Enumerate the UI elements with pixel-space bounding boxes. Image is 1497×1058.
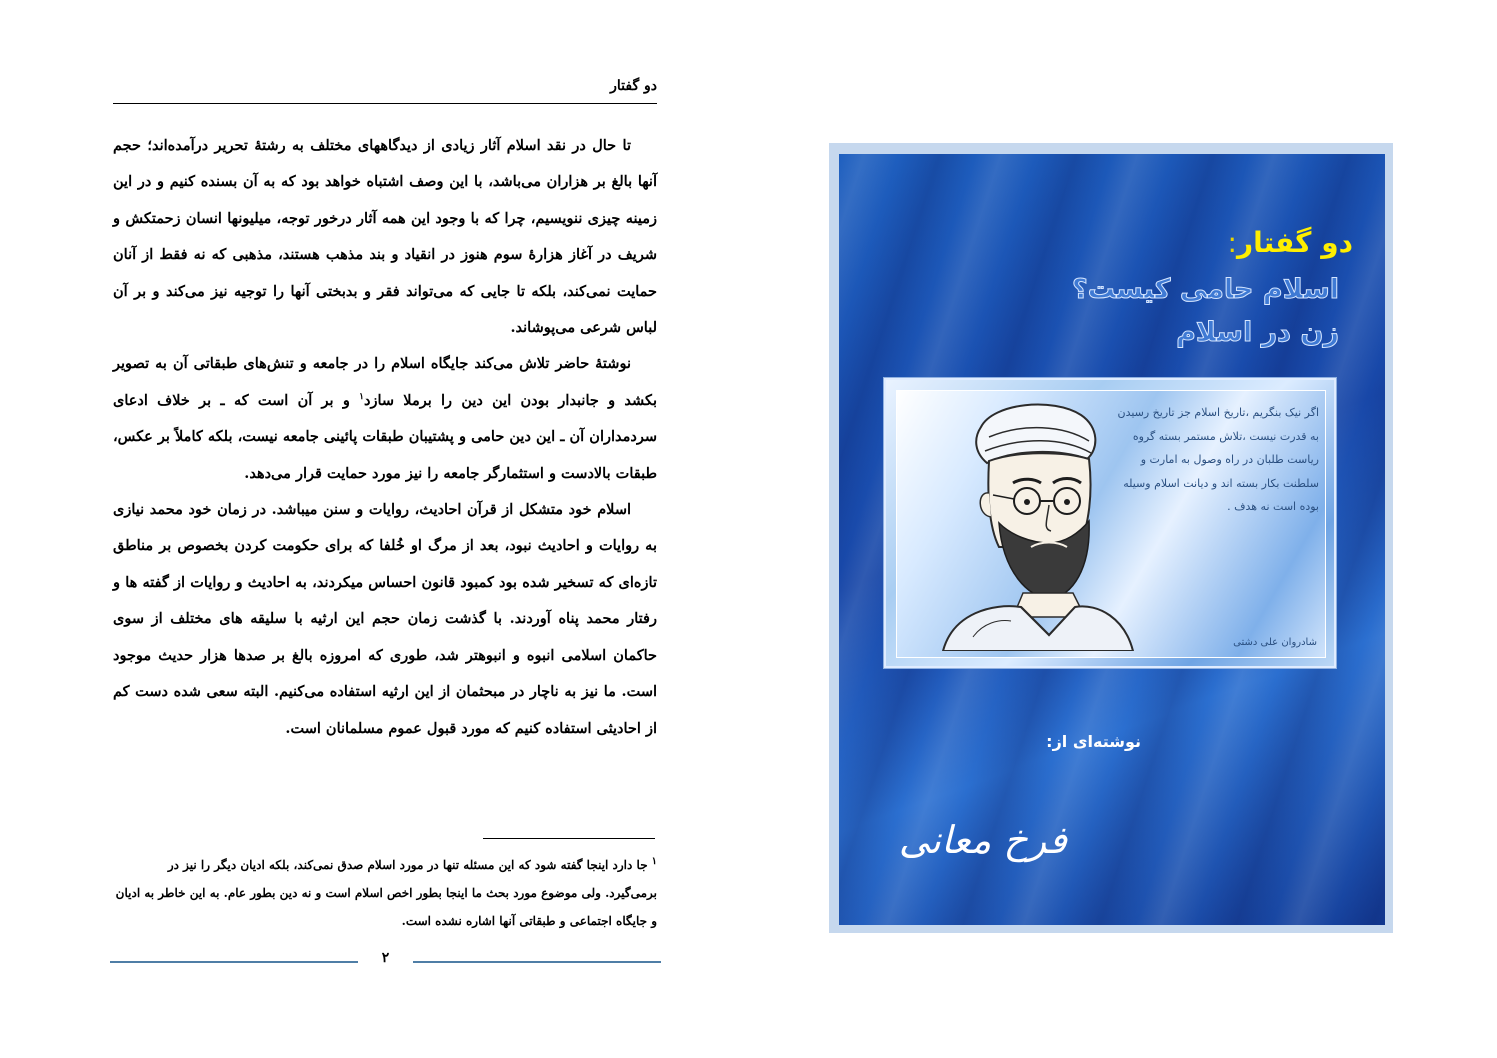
page-number: ۲	[381, 950, 390, 966]
portrait-illustration	[903, 397, 1135, 651]
footer-rule-right	[413, 961, 661, 963]
cover-picture	[896, 390, 1326, 658]
author-name: فرخ معانی	[898, 818, 1067, 862]
cover-quote: اگر نیک بنگریم ،تاریخ اسلام جز تاریخ رسیدن به قدرت نیست ،تلاش مستمر بسته گروه ریاست طلبان در راه وصول به امارت و سلطنت بکار بسته اند و دیانت اسلام وسیله بوده است نه هدف .	[1117, 406, 1319, 513]
running-head: دو گفتار	[610, 78, 657, 94]
book-cover	[839, 154, 1385, 925]
cover-subtitle-1: اسلام حامی کیست؟	[1072, 274, 1339, 305]
cover-title-text: دو گفتار	[1236, 226, 1353, 259]
body-text	[113, 128, 657, 747]
footer-rule-left	[110, 961, 358, 963]
paragraph-1: تا حال در نقد اسلام آثار زیادی از دیدگاههای مختلف به رشتهٔ تحریر درآمده‌اند؛ حجم آنها بالغ بر هزاران می‌باشد، با این وصف اشتباه خواهد بود که به آن بسنده کنیم و در این زمینه چیزی ننویسیم، چرا که با وجود این همه آثار درخور توجه، میلیونها انسان زحمتکش و شریف در آغاز هزارهٔ سوم هنوز در انقیاد و بند مذهب هستند، مذهبی که نه فقط از آنان حمایت نمی‌کند، بلکه تا جایی که می‌تواند فقر و بدبختی آنها را توجیه نیز می‌کند و بر آن لباس شرعی می‌پوشاند.	[113, 137, 657, 337]
cover-title-colon: :	[1227, 226, 1237, 259]
footnote	[113, 848, 657, 935]
header-rule	[113, 103, 657, 104]
quote-author: شادروان علی دشتی	[1233, 637, 1317, 648]
paragraph-2-lead: نوشتهٔ حاضر تلاش می‌کند جایگاه اسلام را در جامعه و تنش‌های طبقاتی آن به تصویر بکشد و جانبدار بودن این دین را برملا سازد	[113, 355, 657, 409]
cover-picture-frame	[884, 378, 1336, 668]
cover-title	[839, 226, 1353, 259]
cover-subtitle-2: زن در اسلام	[1176, 317, 1339, 348]
footnote-rule	[483, 838, 655, 839]
paragraph-2-rest: و بر آن است که ـ بر خلاف ادعای سردمداران آن ـ این دین حامی و پشتیبان طبقات پائینی جامعه نیست، بلکه کاملاً بر عکس، طبقات بالادست و استثمارگر جامعه را نیز مورد حمایت قرار می‌دهد.	[113, 391, 657, 482]
footnote-number: ۱	[651, 856, 657, 867]
footnote-ref[interactable]: ۱	[359, 392, 364, 403]
footnote-text: جا دارد اینجا گفته شود که این مسئله تنها در مورد اسلام صدق نمی‌کند، بلکه ادیان دیگر را نیز در برمی‌گیرد. ولی موضوع مورد بحث ما اینجا بطور اخص اسلام است و نه دین بطور عام. به این خاطر به ادیان و جایگاه اجتماعی و طبقاتی آنها اشاره نشده است.	[115, 858, 657, 928]
paragraph-3: اسلام خود متشکل از قرآن احادیث، روایات و سنن میباشد. در زمان خود محمد نیازی به روایات و احادیث نبود، بعد از مرگ او خُلفا که برای حکومت کردن بخصوص بر مناطق تازه‌ای که تسخیر شده بود کمبود قانون احساس میکردند، به احادیث و روایات از گفته ها و رفتار محمد پناه آوردند. با گذشت زمان حجم این ارثیه با سلیقه های مختلف از سوی حاکمان اسلامی انبوه و انبوهتر شد، طوری که امروزه بالغ بر صدها هزار حدیث موجود است. ما نیز به ناچار در مبحثمان از این ارثیه استفاده می‌کنیم. البته سعی شده دست کم از احادیثی استفاده کنیم که مورد قبول عموم مسلمانان است.	[113, 501, 657, 737]
written-by-label: نوشته‌ای از:	[1046, 732, 1141, 751]
paragraph-2	[113, 346, 657, 492]
